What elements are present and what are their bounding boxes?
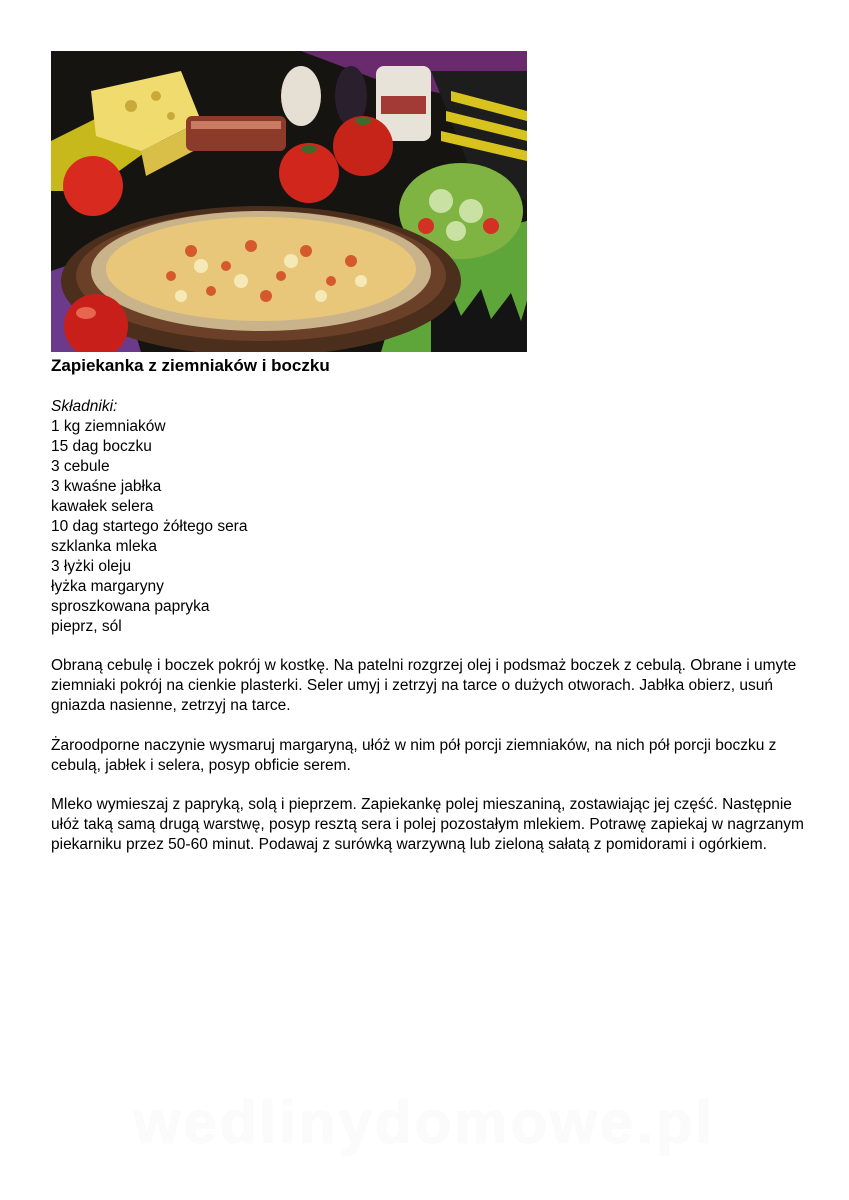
ingredients-list: [51, 417, 247, 637]
ingredient-item: łyżka margaryny: [51, 578, 164, 595]
ingredient-item: kawałek selera: [51, 498, 154, 515]
casserole-photo-illustration: [51, 51, 527, 352]
instructions-paragraph-2: Żaroodporne naczynie wysmaruj margaryną, ułóż w nim pół porcji ziemniaków, na nich pół porcji boczku z cebulą, jabłek i selera, posyp obficie serem.: [51, 737, 777, 774]
ingredient-item: 1 kg ziemniaków: [51, 418, 166, 435]
ingredient-item: sproszkowana papryka: [51, 598, 210, 615]
ingredient-item: 10 dag startego żółtego sera: [51, 518, 248, 535]
ingredient-item: 15 dag boczku: [51, 438, 152, 455]
ingredients-heading: Składniki:: [51, 398, 118, 415]
ingredient-item: szklanka mleka: [51, 538, 157, 555]
ingredient-item: 3 kwaśne jabłka: [51, 478, 162, 495]
instructions-paragraph-3: Mleko wymieszaj z papryką, solą i pieprzem. Zapiekankę polej mieszaniną, zostawiając jej część. Następnie ułóż taką samą drugą warstwę, posyp resztą sera i polej pozostałym mlekiem. Potrawę zapiekaj w nagrzanym piekarniku przez 50-60 minut. Podawaj z surówką warzywną lub zieloną sałatą z pomidorami i ogórkiem.: [51, 796, 804, 853]
recipe-title: Zapiekanka z ziemniaków i boczku: [51, 356, 330, 375]
recipe-photo: [51, 51, 527, 352]
ingredient-item: pieprz, sól: [51, 618, 122, 635]
ingredient-item: 3 cebule: [51, 458, 110, 475]
instructions-paragraph-1: Obraną cebulę i boczek pokrój w kostkę. Na patelni rozgrzej olej i podsmaż boczek z cebulą. Obrane i umyte ziemniaki pokrój na cienkie plasterki. Seler umyj i zetrzyj na tarce o dużych otworach. Jabłka obierz, usuń gniazda nasienne, zetrzyj na tarce.: [51, 657, 797, 714]
ingredient-item: 3 łyżki oleju: [51, 558, 132, 575]
site-watermark: wedlinydomowe.pl: [133, 1089, 716, 1156]
